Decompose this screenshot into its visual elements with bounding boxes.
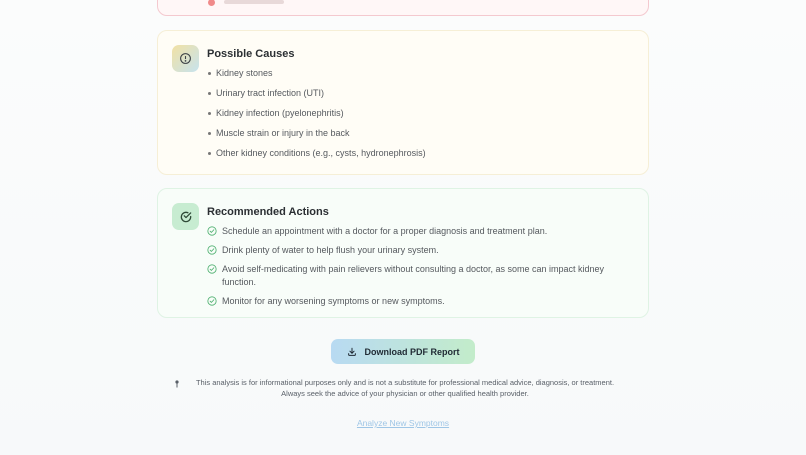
list-item: Muscle strain or injury in the back bbox=[207, 128, 634, 139]
check-circle-icon bbox=[207, 264, 217, 274]
list-item bbox=[207, 263, 634, 289]
list-item: Kidney stones bbox=[207, 68, 634, 79]
list-item bbox=[207, 295, 634, 308]
disclaimer bbox=[170, 377, 640, 399]
alert-circle-icon bbox=[172, 45, 199, 72]
recommended-actions-title: Recommended Actions bbox=[207, 206, 329, 218]
check-circle-icon bbox=[207, 226, 217, 236]
recommended-actions-card bbox=[157, 188, 649, 318]
download-label: Download PDF Report bbox=[364, 346, 460, 357]
analyze-new-symptoms-link[interactable]: Analyze New Symptoms bbox=[356, 418, 450, 428]
possible-causes-card bbox=[157, 30, 649, 175]
actions-list bbox=[207, 225, 634, 308]
bullet-icon bbox=[208, 0, 215, 6]
list-item bbox=[207, 225, 634, 238]
disclaimer-line-1: This analysis is for informational purposes only and is not a substitute for professional medical advice, diagnosis, or treatment. bbox=[195, 378, 615, 387]
check-circle-icon bbox=[172, 203, 199, 230]
download-icon bbox=[347, 347, 357, 357]
action-text: Monitor for any worsening symptoms or new symptoms. bbox=[222, 296, 445, 306]
cropped-text bbox=[224, 0, 284, 4]
list-item: Urinary tract infection (UTI) bbox=[207, 88, 634, 99]
disclaimer-line-2: Always seek the advice of your physician or other qualified health provider. bbox=[281, 389, 529, 398]
action-text: Drink plenty of water to help flush your urinary system. bbox=[222, 245, 439, 255]
check-circle-icon bbox=[207, 245, 217, 255]
previous-section-card bbox=[157, 0, 649, 16]
check-circle-icon bbox=[207, 296, 217, 306]
action-text: Avoid self-medicating with pain relievers without consulting a doctor, as some can impact kidney function. bbox=[222, 264, 605, 287]
pin-icon bbox=[174, 380, 180, 388]
action-text: Schedule an appointment with a doctor for a proper diagnosis and treatment plan. bbox=[222, 226, 548, 236]
list-item: Kidney infection (pyelonephritis) bbox=[207, 108, 634, 119]
causes-list bbox=[207, 68, 634, 159]
download-pdf-button[interactable] bbox=[331, 339, 475, 364]
list-item: Other kidney conditions (e.g., cysts, hydronephrosis) bbox=[207, 148, 634, 159]
list-item bbox=[207, 244, 634, 257]
possible-causes-title: Possible Causes bbox=[207, 48, 295, 60]
